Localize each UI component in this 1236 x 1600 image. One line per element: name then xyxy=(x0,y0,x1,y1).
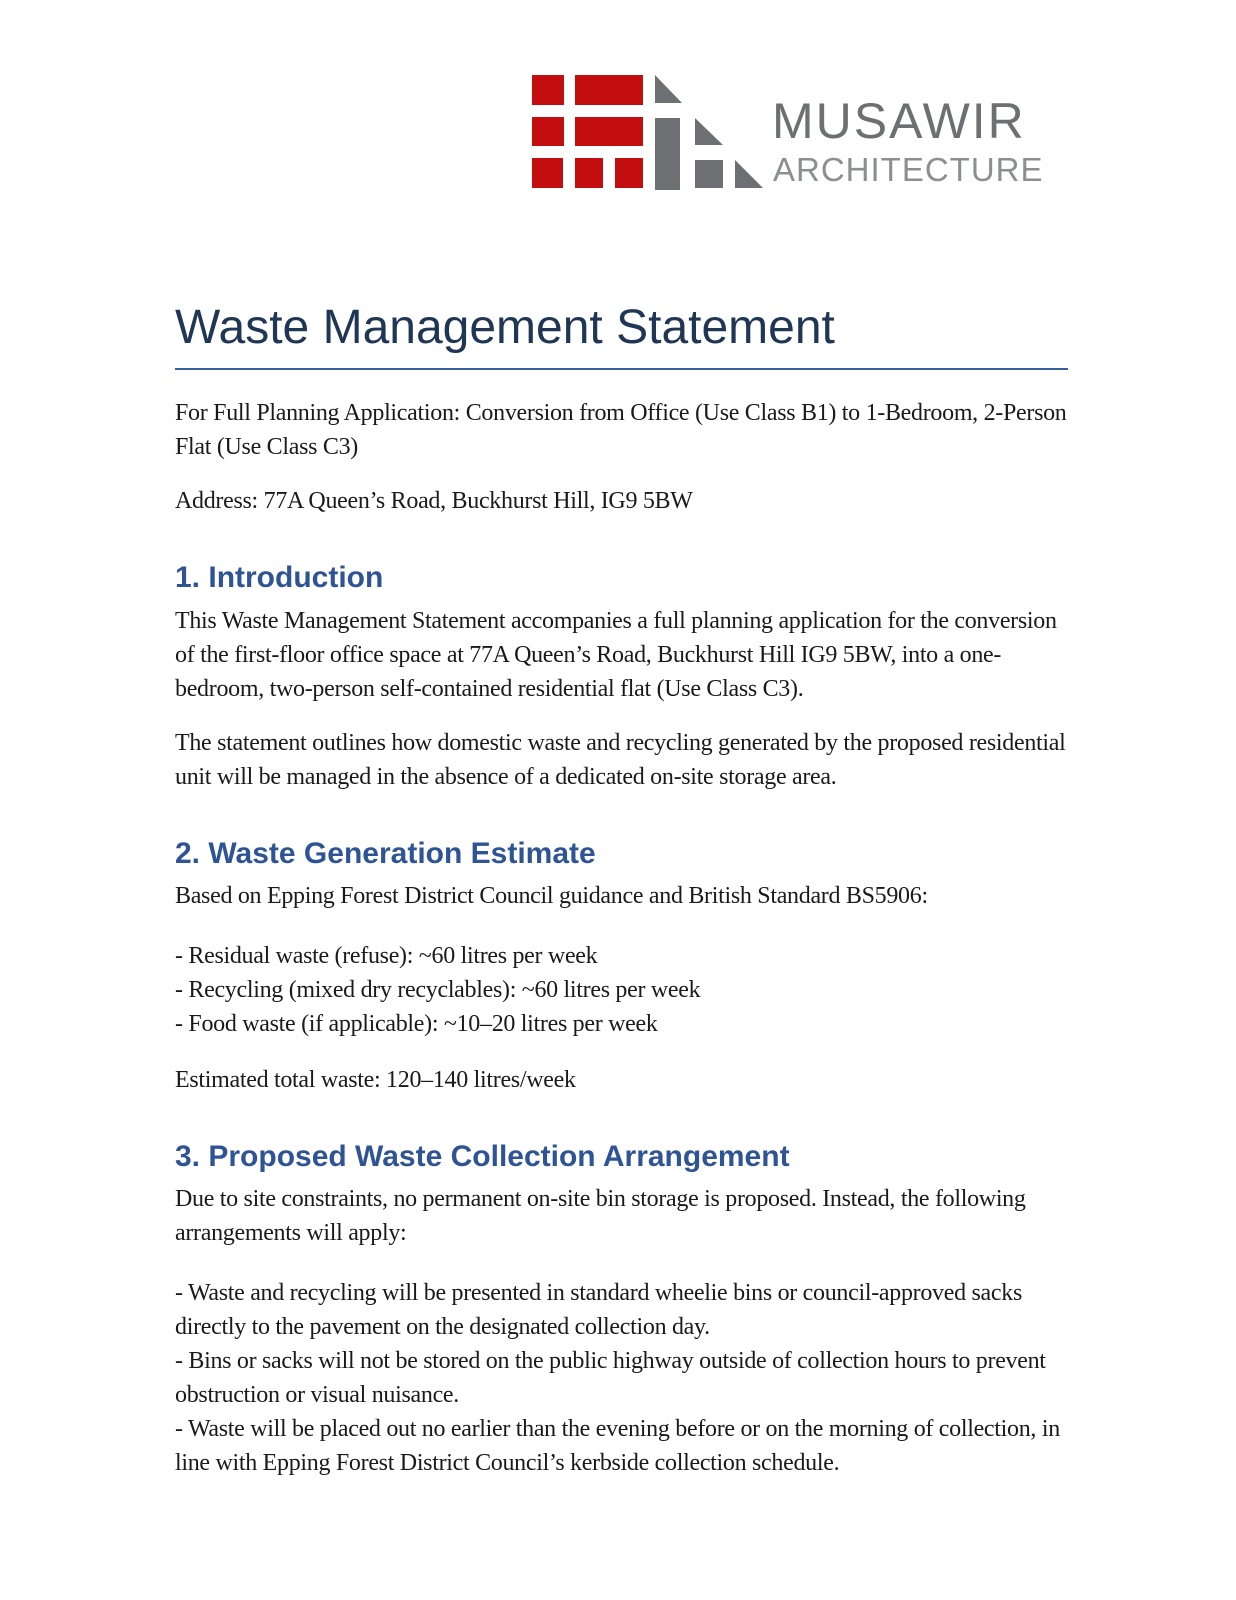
page-title: Waste Management Statement xyxy=(175,300,1068,370)
logo-gray-triangle-icon xyxy=(735,160,763,188)
logo-gray-triangle-icon xyxy=(695,118,723,145)
bullet-item: - Residual waste (refuse): ~60 litres per week xyxy=(175,942,598,969)
brand-subtitle: ARCHITECTURE xyxy=(773,151,1044,188)
logo-red-square xyxy=(615,158,643,188)
waste-estimate-list xyxy=(175,939,1068,1041)
estimated-total: Estimated total waste: 120–140 litres/week xyxy=(175,1066,576,1093)
bullet-item: - Food waste (if applicable): ~10–20 litres per week xyxy=(175,1010,658,1037)
site-address: Address: 77A Queen’s Road, Buckhurst Hill, IG9 5BW xyxy=(175,488,693,515)
section-heading: 1. Introduction xyxy=(175,561,384,595)
logo-red-square xyxy=(532,75,564,105)
bullet-item: - Bins or sacks will not be stored on the public highway outside of collection hours to prevent obstruction or visual nuisance. xyxy=(175,1348,1046,1409)
logo-gray-column xyxy=(655,118,680,190)
collection-arrangement-list xyxy=(175,1276,1068,1480)
section-waste-generation-estimate xyxy=(175,836,1068,1097)
logo-red-square xyxy=(575,158,603,188)
logo-gray-square xyxy=(695,160,723,188)
bullet-item: - Recycling (mixed dry recyclables): ~60 litres per week xyxy=(175,976,701,1003)
section-collection-arrangement xyxy=(175,1139,1068,1480)
bullet-item: - Waste will be placed out no earlier than the evening before or on the morning of collection, in line with Epping Forest District Council’s kerbside collection schedule. xyxy=(175,1416,1060,1477)
logo-gray-triangle-icon xyxy=(655,75,682,103)
paragraph: This Waste Management Statement accompanies a full planning application for the conversion of the first-floor office space at 77A Queen’s Road, Buckhurst Hill IG9 5BW, into a one-bedroom, two-person self-contained residential flat (Use Class C3). xyxy=(175,607,1057,702)
logo-red-square xyxy=(532,158,563,188)
musawir-architecture-logo xyxy=(532,73,1052,198)
logo-red-square xyxy=(532,117,564,146)
logo-mark xyxy=(532,73,764,191)
logo-red-bar xyxy=(575,75,643,105)
paragraph: Based on Epping Forest District Council guidance and British Standard BS5906: xyxy=(175,882,928,909)
section-heading: 3. Proposed Waste Collection Arrangement xyxy=(175,1139,790,1173)
section-introduction xyxy=(175,560,1068,793)
paragraph: Due to site constraints, no permanent on-site bin storage is proposed. Instead, the following arrangements will apply: xyxy=(175,1186,1026,1247)
bullet-item: - Waste and recycling will be presented in standard wheelie bins or council-approved sacks directly to the pavement on the designated collection day. xyxy=(175,1280,1022,1341)
brand-name: MUSAWIR xyxy=(772,93,1026,149)
logo-red-bar xyxy=(575,117,643,146)
paragraph: The statement outlines how domestic waste and recycling generated by the proposed residential unit will be managed in the absence of a dedicated on-site storage area. xyxy=(175,729,1066,790)
application-description: For Full Planning Application: Conversion from Office (Use Class B1) to 1-Bedroom, 2-Person Flat (Use Class C3) xyxy=(175,400,1067,461)
section-heading: 2. Waste Generation Estimate xyxy=(175,836,596,870)
